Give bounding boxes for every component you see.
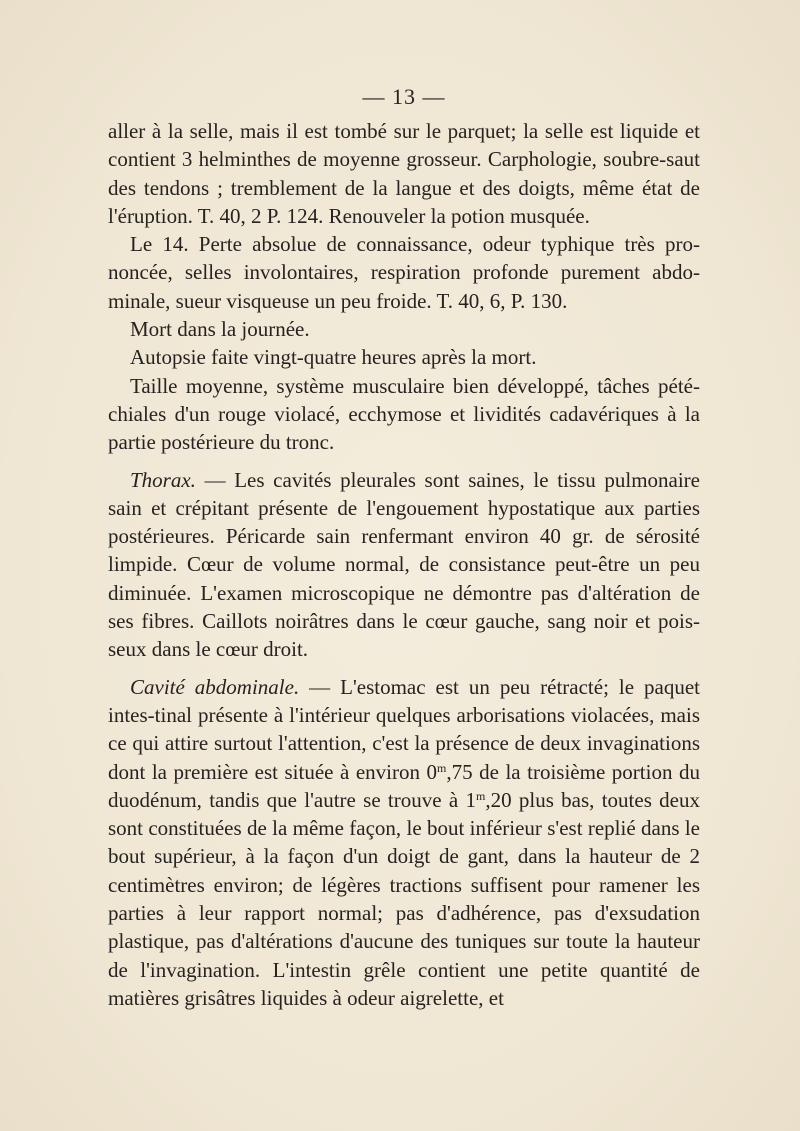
paragraph-death: [108, 315, 700, 343]
paragraph-text: Autopsie faite vingt-quatre heures après la mort.: [130, 345, 537, 370]
paragraph-text: ,20 plus bas, toutes deux sont constituées de la même façon, le bout inférieur s'est replié dans le bout supérieur, à la façon d'un doigt de gant, dans la hauteur de 2 centimètres environ; de légères tractions suffisent pour ramener les parties à leur rapport normal; pas d'adhérence, pas d'exsudation plastique, pas d'altérations d'aucune des tuniques sur toute la hauteur de l'invagination. L'intestin grêle contient une petite quantité de matières grisâtres liquides à odeur aigrelette, et: [108, 787, 700, 1010]
paragraph-text: Le 14. Perte absolue de connaissance, odeur typhique très pro-noncée, selles involontaires, respiration profonde purement abdo-minale, sueur visqueuse un peu froide. T. 40, 6, P. 130.: [108, 232, 700, 313]
paragraph-external-exam: [108, 372, 700, 457]
paragraph-text: — L'estomac est un peu rétracté; le paquet intes-tinal présente à l'intérieur quelques arborisations violacées, mais ce qui attire surtout l'attention, c'est la présence de deux invaginations dont la première est située à environ 0: [108, 674, 700, 784]
paragraph-text: — Les cavités pleurales sont saines, le tissu pulmonaire sain et crépitant présente de l'engouement hypostatique aux parties postérieures. Péricarde sain renfermant environ 40 gr. de sérosité limpide. Cœur de volume normal, de consistance peut-être un peu diminuée. L'examen microscopique ne démontre pas d'altération de ses fibres. Caillots noirâtres dans le cœur gauche, sang noir et pois-seux dans le cœur droit.: [108, 467, 700, 662]
section-heading-thorax: Thorax.: [130, 467, 196, 492]
body-text: [108, 117, 700, 1012]
page-number: — 13 —: [362, 84, 446, 109]
paragraph-text: ,75 de la troisième portion du duodénum, tandis que l'autre se trouve à 1: [108, 759, 700, 812]
paragraph-autopsy: [108, 343, 700, 371]
paragraph-continuation: [108, 117, 700, 230]
paragraph-text: Taille moyenne, système musculaire bien développé, tâches pété-chiales d'un rouge violacé, ecchymose et lividités cadavériques à la partie postérieure du tronc.: [108, 373, 700, 455]
paragraph-abdomen: [108, 673, 700, 1013]
paragraph-text: Mort dans la journée.: [130, 317, 310, 342]
paragraph-day-14: [108, 230, 700, 315]
unit-superscript: m: [476, 788, 486, 803]
unit-superscript: m: [437, 760, 447, 775]
section-heading-abdomen: Cavité abdominale.: [130, 674, 300, 699]
paragraph-text: aller à la selle, mais il est tombé sur le parquet; la selle est liquide et contient 3 helminthes de moyenne grosseur. Carphologie, soubre-saut des tendons ; tremblement de la langue et des doigts, même état de l'éruption. T. 40, 2 P. 124. Renouveler la potion musquée.: [108, 119, 700, 228]
paragraph-thorax: [108, 466, 700, 664]
